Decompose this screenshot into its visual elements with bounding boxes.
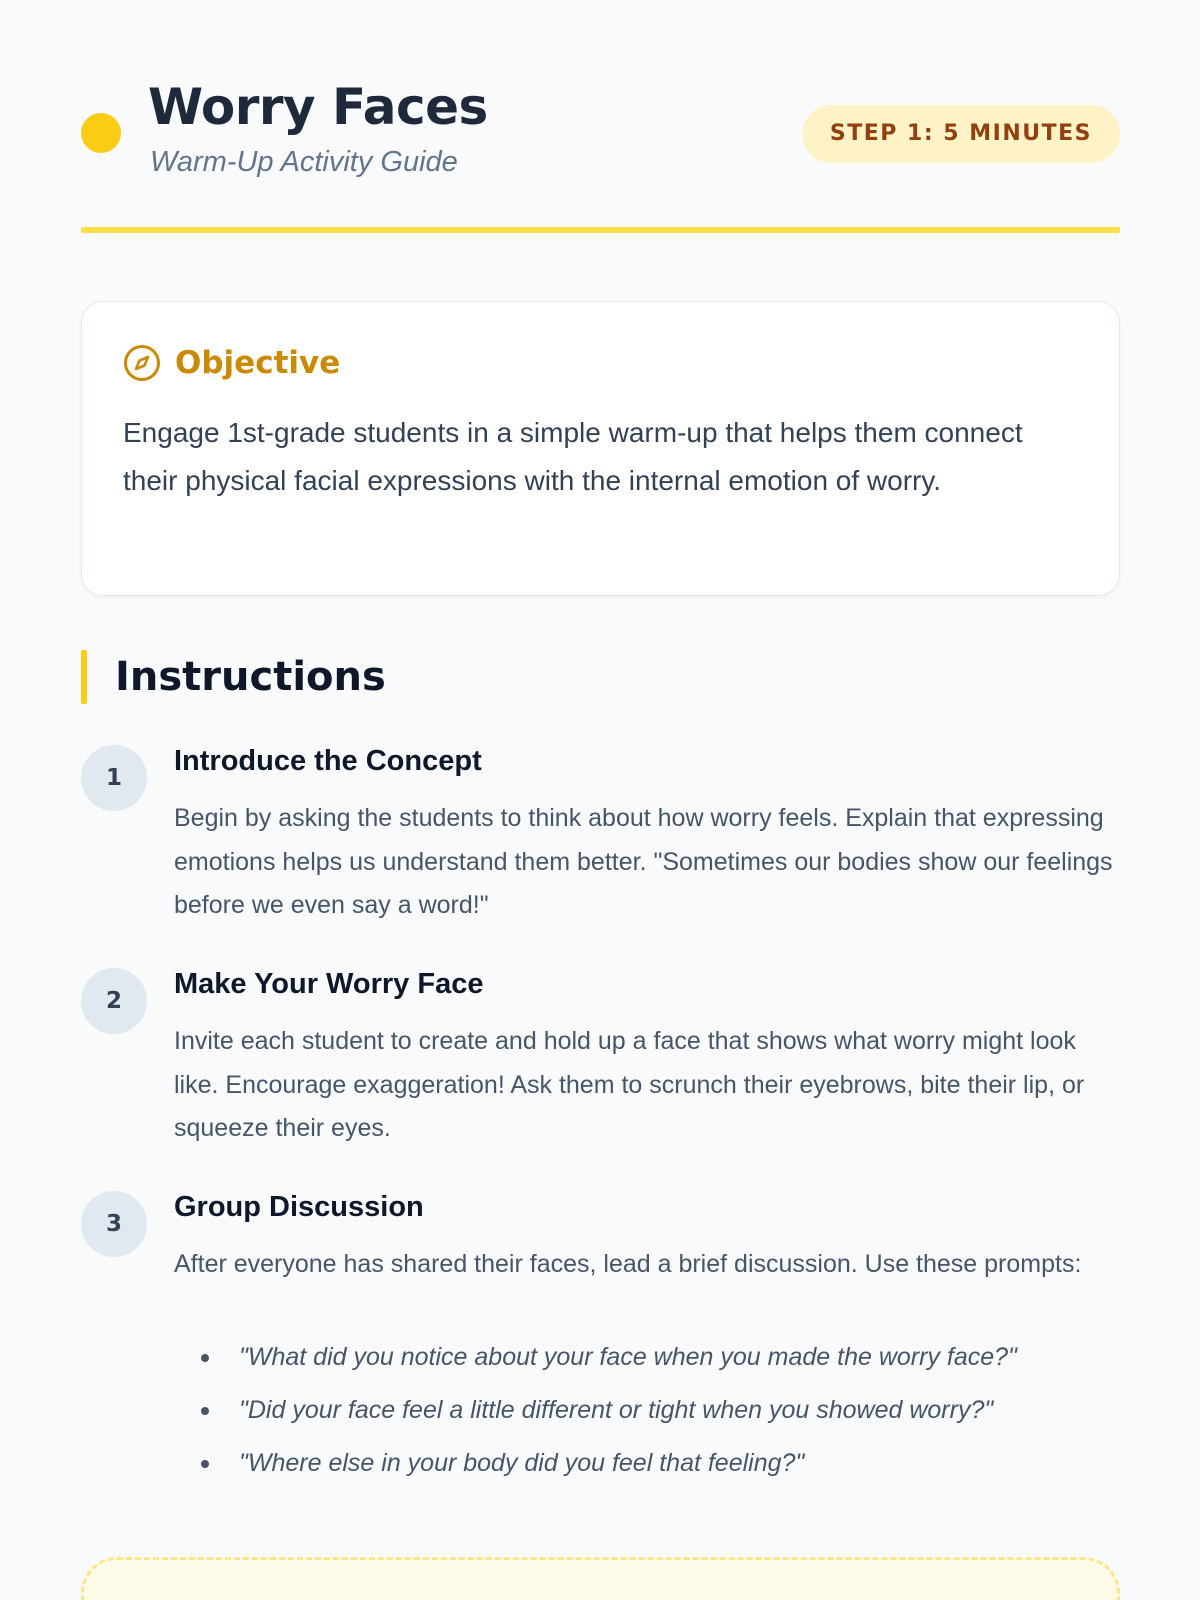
- tip-box: [81, 1557, 1120, 1600]
- prompt-text: "Where else in your body did you feel that feeling?": [239, 1449, 805, 1477]
- step-number-badge: 1: [81, 745, 147, 811]
- step-title: Introduce the Concept: [174, 745, 482, 777]
- step-title: Group Discussion: [174, 1191, 424, 1223]
- objective-card: [81, 301, 1120, 596]
- step-number-badge: 2: [81, 968, 147, 1034]
- page-subtitle: Warm-Up Activity Guide: [150, 146, 458, 178]
- step-description: Begin by asking the students to think about how worry feels. Explain that expressing emotions helps us understand them better. "Sometimes our bodies show our feelings before we even say a word!": [174, 804, 1113, 919]
- page: [81, 0, 1120, 1477]
- step-description: Invite each student to create and hold up a face that shows what worry might look like. Encourage exaggeration! Ask them to scrunch their eyebrows, bite their lip, or squeeze their eyes.: [174, 1027, 1085, 1142]
- step-number-badge: 3: [81, 1191, 147, 1257]
- prompt-text: "Did your face feel a little different or tight when you showed worry?": [239, 1396, 994, 1424]
- bullet-icon: [201, 1354, 209, 1362]
- objective-header: [123, 344, 340, 382]
- prompt-text: "What did you notice about your face when you made the worry face?": [239, 1343, 1017, 1371]
- list-item: [174, 1384, 1119, 1437]
- discussion-prompts: [174, 1331, 1119, 1490]
- header-divider: [81, 227, 1120, 233]
- step-badge: STEP 1: 5 MINUTES: [802, 105, 1120, 163]
- list-item: [174, 1437, 1119, 1490]
- instructions-header: [81, 650, 386, 704]
- page-title: Worry Faces: [148, 78, 488, 136]
- brand-dot: [81, 113, 121, 153]
- instructions-heading: Instructions: [115, 654, 386, 700]
- objective-heading: Objective: [175, 345, 341, 381]
- list-item: [174, 1331, 1119, 1384]
- objective-text: Engage 1st-grade students in a simple warm-up that helps them connect their physical facial expressions with the internal emotion of worry.: [123, 417, 1023, 496]
- section-accent-bar: [81, 650, 87, 704]
- step-description: After everyone has shared their faces, lead a brief discussion. Use these prompts:: [174, 1250, 1082, 1278]
- page-header: [81, 0, 1120, 236]
- compass-icon: [123, 344, 161, 382]
- bullet-icon: [201, 1460, 209, 1468]
- step-title: Make Your Worry Face: [174, 968, 484, 1000]
- bullet-icon: [201, 1407, 209, 1415]
